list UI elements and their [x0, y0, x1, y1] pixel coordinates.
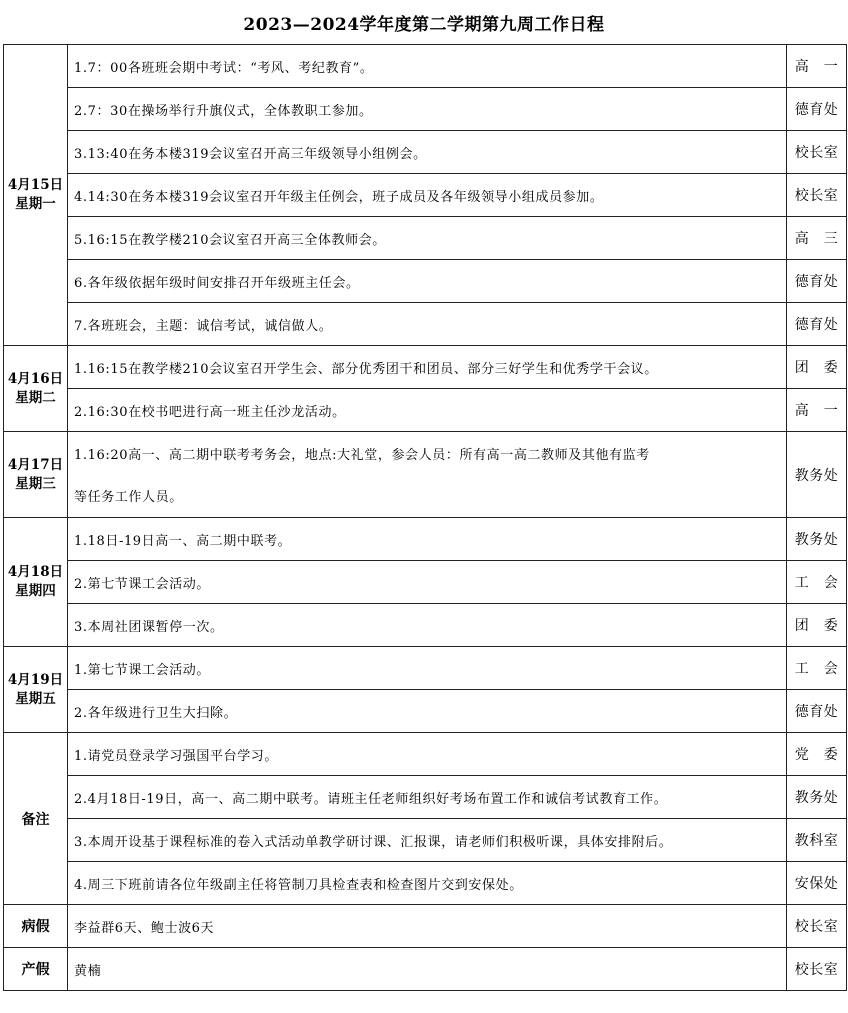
table-row	[4, 690, 847, 733]
notes-label: 备注	[4, 733, 68, 905]
department: 德育处	[787, 88, 847, 131]
table-row	[4, 733, 847, 776]
schedule-item-continued: 等任务工作人员。	[68, 475, 787, 518]
department: 校长室	[787, 131, 847, 174]
day-date: 4月16日	[7, 370, 64, 387]
schedule-item: 1.16:20高一、高二期中联考考务会，地点:大礼堂，参会人员：所有高一高二教师及其他有监考	[68, 432, 787, 475]
schedule-item: 1.7：00各班班会期中考试：“考风、考纪教育”。	[68, 45, 787, 88]
department: 安保处	[787, 862, 847, 905]
table-row	[4, 819, 847, 862]
schedule-table	[3, 44, 847, 991]
schedule-item: 3.本周社团课暂停一次。	[68, 604, 787, 647]
note-item: 2.4月18日-19日，高一、高二期中联考。请班主任老师组织好考场布置工作和诚信考试教育工作。	[68, 776, 787, 819]
schedule-item: 1.第七节课工会活动。	[68, 647, 787, 690]
department: 团 委	[787, 346, 847, 389]
table-row	[4, 131, 847, 174]
schedule-item: 7.各班班会，主题：诚信考试，诚信做人。	[68, 303, 787, 346]
table-row	[4, 518, 847, 561]
day-cell-friday	[4, 647, 68, 733]
department: 团 委	[787, 604, 847, 647]
table-row	[4, 45, 847, 88]
day-weekday: 星期四	[15, 583, 56, 599]
department: 校长室	[787, 174, 847, 217]
department: 高 一	[787, 45, 847, 88]
day-cell-wednesday	[4, 432, 68, 518]
department: 教务处	[787, 432, 847, 518]
schedule-item: 1.16:15在教学楼210会议室召开学生会、部分优秀团干和团员、部分三好学生和优秀学干会议。	[68, 346, 787, 389]
department: 校长室	[787, 905, 847, 948]
table-row	[4, 905, 847, 948]
day-cell-thursday	[4, 518, 68, 647]
department: 德育处	[787, 303, 847, 346]
day-date: 4月17日	[7, 456, 64, 473]
schedule-item: 2.7：30在操场举行升旗仪式，全体教职工参加。	[68, 88, 787, 131]
table-row	[4, 647, 847, 690]
day-weekday: 星期一	[15, 196, 56, 212]
schedule-item: 3.13:40在务本楼319会议室召开高三年级领导小组例会。	[68, 131, 787, 174]
day-cell-monday	[4, 45, 68, 346]
department: 德育处	[787, 260, 847, 303]
day-weekday: 星期三	[15, 475, 56, 492]
page-title: 2023—2024学年度第二学期第九周工作日程	[243, 14, 605, 35]
day-weekday: 星期五	[15, 690, 56, 707]
department: 工 会	[787, 647, 847, 690]
table-row	[4, 561, 847, 604]
department: 高 一	[787, 389, 847, 432]
day-cell-tuesday	[4, 346, 68, 432]
table-row	[4, 346, 847, 389]
schedule-item: 4.14:30在务本楼319会议室召开年级主任例会，班子成员及各年级领导小组成员参加。	[68, 174, 787, 217]
note-item: 4.周三下班前请各位年级副主任将管制刀具检查表和检查图片交到安保处。	[68, 862, 787, 905]
department: 教科室	[787, 819, 847, 862]
sick-leave-names: 李益群6天、鲍士波6天	[68, 905, 787, 948]
maternity-leave-label: 产假	[4, 948, 68, 991]
schedule-item: 5.16:15在教学楼210会议室召开高三全体教师会。	[68, 217, 787, 260]
table-row	[4, 88, 847, 131]
schedule-item: 1.18日-19日高一、高二期中联考。	[68, 518, 787, 561]
table-row	[4, 862, 847, 905]
table-row	[4, 432, 847, 475]
table-row	[4, 260, 847, 303]
table-row	[4, 604, 847, 647]
schedule-item: 2.各年级进行卫生大扫除。	[68, 690, 787, 733]
department: 高 三	[787, 217, 847, 260]
schedule-item: 6.各年级依据年级时间安排召开年级班主任会。	[68, 260, 787, 303]
schedule-item: 2.第七节课工会活动。	[68, 561, 787, 604]
table-row	[4, 948, 847, 991]
table-row	[4, 776, 847, 819]
department: 校长室	[787, 948, 847, 991]
table-row	[4, 303, 847, 346]
department: 教务处	[787, 518, 847, 561]
department: 教务处	[787, 776, 847, 819]
day-date: 4月18日	[7, 564, 64, 580]
department: 德育处	[787, 690, 847, 733]
sick-leave-label: 病假	[4, 905, 68, 948]
day-date: 4月19日	[7, 671, 64, 688]
note-item: 1.请党员登录学习强国平台学习。	[68, 733, 787, 776]
schedule-item: 2.16:30在校书吧进行高一班主任沙龙活动。	[68, 389, 787, 432]
day-weekday: 星期二	[15, 389, 56, 406]
table-row	[4, 389, 847, 432]
table-row	[4, 174, 847, 217]
note-item: 3.本周开设基于课程标准的卷入式活动单教学研讨课、汇报课，请老师们积极听课，具体安排附后。	[68, 819, 787, 862]
day-date: 4月15日	[7, 177, 64, 193]
table-row	[4, 217, 847, 260]
department: 工 会	[787, 561, 847, 604]
maternity-leave-names: 黄楠	[68, 948, 787, 991]
department: 党 委	[787, 733, 847, 776]
table-row	[4, 475, 847, 518]
